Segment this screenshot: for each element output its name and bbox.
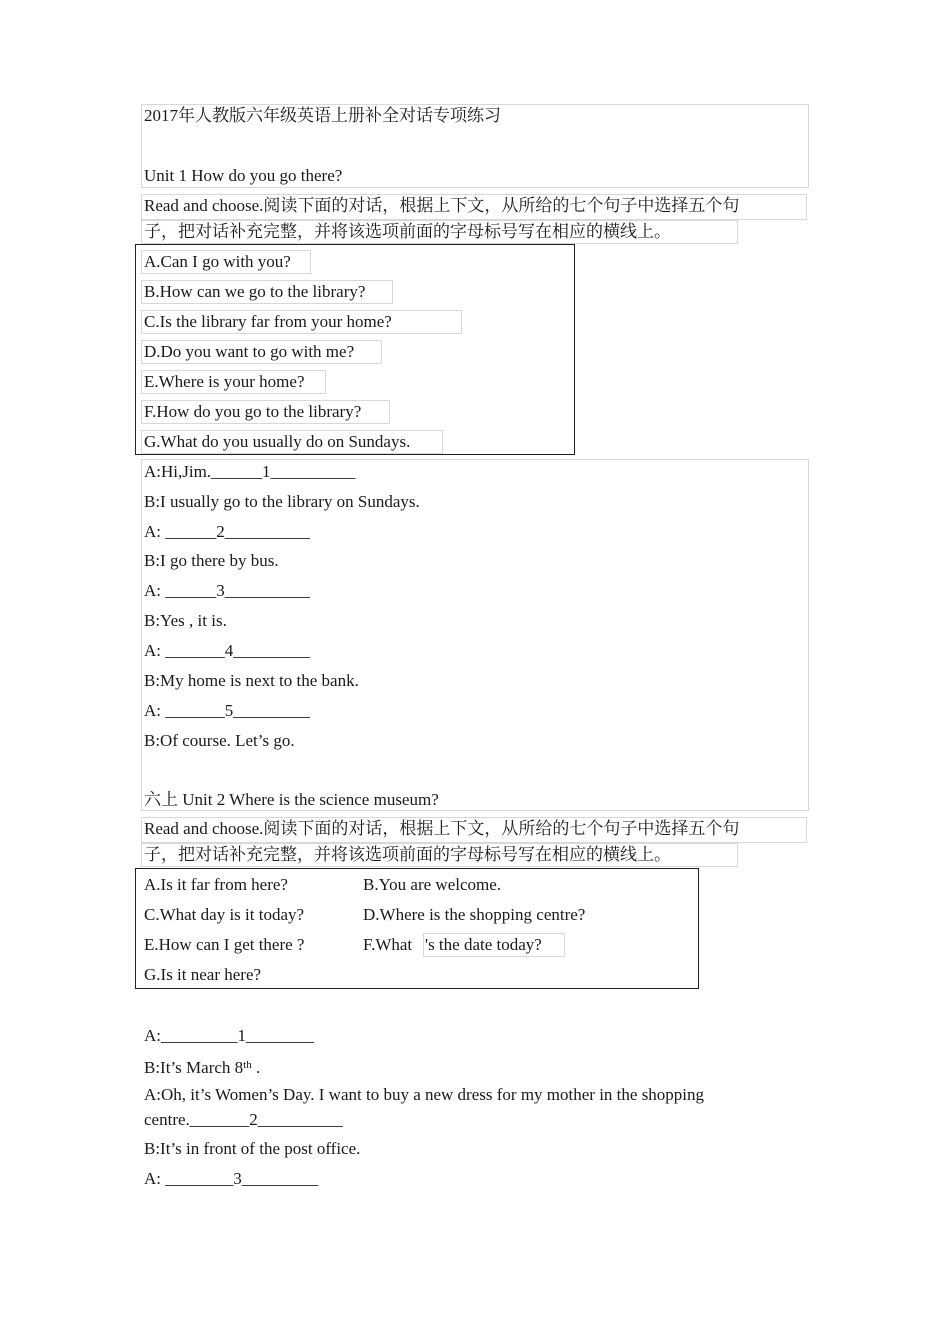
unit2-instruction-line2: 子，把对话补充完整，并将该选项前面的字母标号写在相应的横线上。 (144, 845, 671, 864)
unit1-option-g: G.What do you usually do on Sundays. (144, 432, 411, 451)
unit1-dialogue-line: A: _______4_________ (144, 641, 310, 660)
unit2-heading: 六上 Unit 2 Where is the science museum? (144, 790, 439, 809)
unit2-dialogue-line6: A: ________3_________ (144, 1169, 319, 1188)
unit1-option-c: C.Is the library far from your home? (144, 312, 392, 331)
unit1-instruction-line2: 子，把对话补充完整，并将该选项前面的字母标号写在相应的横线上。 (144, 222, 671, 241)
unit2-option-e: E.How can I get there ? (144, 935, 305, 954)
unit1-option-a: A.Can I go with you? (144, 252, 291, 271)
unit1-option-d: D.Do you want to go with me? (144, 342, 355, 361)
unit2-dialogue-line4: centre._______2__________ (144, 1110, 343, 1129)
unit2-dialogue-line2-main: B:It’s March 8 (144, 1058, 244, 1077)
page-title: 2017年人教版六年级英语上册补全对话专项练习 (144, 106, 501, 125)
unit2-option-b: B.You are welcome. (363, 875, 502, 894)
unit1-dialogue-line: B:I usually go to the library on Sundays. (144, 492, 420, 511)
ordinal-suffix: th (243, 1059, 252, 1071)
unit1-option-f: F.How do you go to the library? (144, 402, 362, 421)
unit2-dialogue-line3: A:Oh, it’s Women’s Day. I want to buy a new dress for my mother in the shopping (144, 1085, 705, 1104)
unit1-heading: Unit 1 How do you go there? (144, 166, 343, 185)
unit2-option-d: D.Where is the shopping centre? (363, 905, 586, 924)
unit2-option-f-end: 's the date today? (425, 935, 542, 954)
unit1-dialogue-line: A:Hi,Jim.______1__________ (144, 462, 356, 481)
unit1-dialogue-line: A: ______2__________ (144, 522, 310, 541)
unit2-option-c: C.What day is it today? (144, 905, 305, 924)
unit1-dialogue-line: B:Of course. Let’s go. (144, 731, 295, 750)
unit2-option-g: G.Is it near here? (144, 965, 262, 984)
unit2-instruction-line1: Read and choose.阅读下面的对话，根据上下文，从所给的七个句子中选择五个句 (144, 819, 740, 838)
unit2-dialogue-line2 (144, 1055, 260, 1078)
unit1-dialogue-line: B:I go there by bus. (144, 551, 279, 570)
unit2-dialogue-line5: B:It’s in front of the post office. (144, 1139, 361, 1158)
unit1-option-b: B.How can we go to the library? (144, 282, 366, 301)
unit1-dialogue-line: A: ______3__________ (144, 581, 310, 600)
unit1-option-e: E.Where is your home? (144, 372, 305, 391)
unit1-dialogue-line: A: _______5_________ (144, 701, 310, 720)
unit1-dialogue-line: B:My home is next to the bank. (144, 671, 359, 690)
unit1-dialogue-line: B:Yes , it is. (144, 611, 227, 630)
unit1-instruction-line1: Read and choose.阅读下面的对话，根据上下文，从所给的七个句子中选择五个句 (144, 196, 740, 215)
unit2-option-f-start: F.What (363, 935, 413, 954)
unit2-dialogue-line2-end: . (251, 1058, 261, 1077)
unit2-option-a: A.Is it far from here? (144, 875, 288, 894)
unit2-dialogue-line1: A:_________1________ (144, 1026, 314, 1045)
